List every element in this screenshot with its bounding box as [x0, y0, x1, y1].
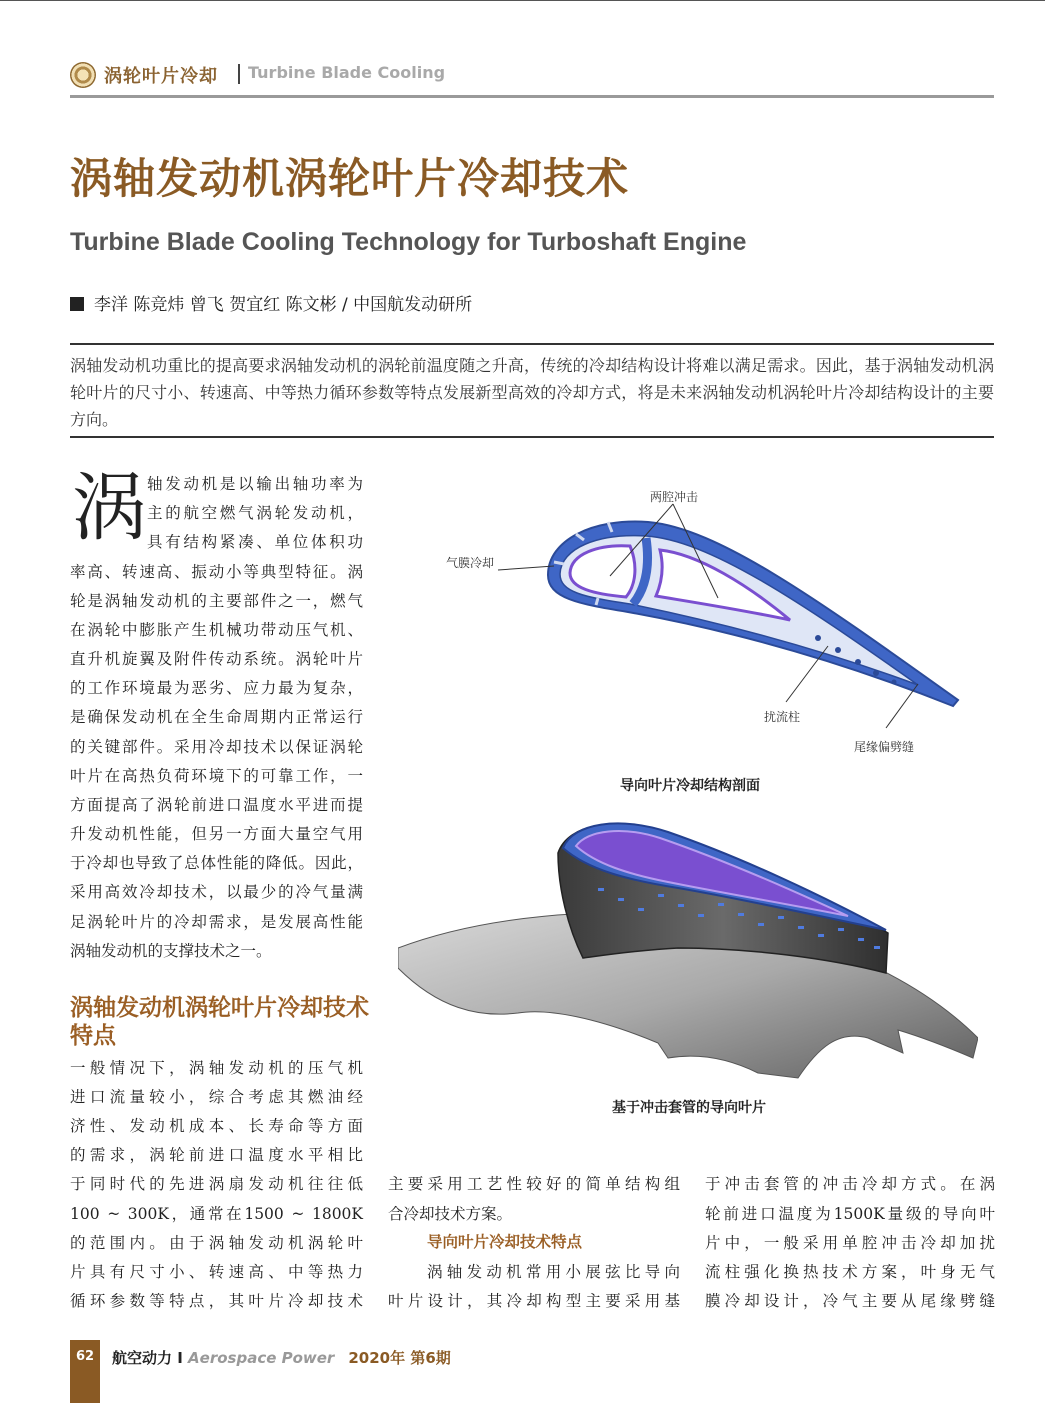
- section1-line: 于同时代的先进涡扇发动机往往低: [70, 1175, 363, 1193]
- intro-line: 采用高效冷却技术，以最少的冷气量满: [70, 883, 363, 901]
- footer-issue: 2020年 第6期: [348, 1349, 451, 1367]
- subsection-heading: 导向叶片冷却技术特点: [427, 1232, 583, 1251]
- intro-line: 具有结构紧凑、单位体积功: [147, 533, 363, 551]
- article-title-cn: 涡轴发动机涡轮叶片冷却技术: [70, 154, 630, 203]
- col2-line: 合冷却技术方案。: [388, 1205, 513, 1223]
- abstract-rule-bottom: [70, 436, 994, 438]
- label-trailing-slot: 尾缘偏劈缝: [854, 740, 915, 754]
- section1-line: 一般情况下，涡轴发动机的压气机: [70, 1059, 363, 1077]
- intro-line: 方面提高了涡轮前进口温度水平进而提: [70, 796, 363, 814]
- label-film-cooling: 气膜冷却: [446, 556, 495, 570]
- intro-line: 轴发动机是以输出轴功率为: [147, 475, 363, 493]
- section1-line: 的需求，涡轮前进口温度水平相比: [70, 1146, 363, 1164]
- col3-line: 流柱强化换热技术方案，叶身无气: [705, 1263, 995, 1281]
- col3-line: 于冲击套管的冲击冷却方式。在涡: [705, 1175, 995, 1193]
- author-names: 李洋 陈竞炜 曾飞 贺宜红 陈文彬 / 中国航发动研所: [94, 295, 473, 315]
- author-line: [70, 290, 472, 315]
- label-pin-fin: 扰流柱: [764, 710, 801, 724]
- blade-section-diagram: [398, 470, 978, 770]
- abstract: 涡轴发动机功重比的提高要求涡轴发动机的涡轮前温度随之升高，传统的冷却结构设计将难以满足需求。因此，基于涡轴发动机涡轮叶片的尺寸小、转速高、中等热力循环参数等特点发展新型高效的冷却方式，将是未来涡轴发动机涡轮叶片冷却结构设计的主要方向。: [70, 356, 994, 429]
- bullet-square-icon: [70, 297, 84, 311]
- journal-logo-icon: [70, 62, 96, 88]
- intro-line: 涡轴发动机的支撑技术之一。: [70, 942, 272, 960]
- header-separator: [238, 64, 240, 84]
- intro-line: 轮是涡轴发动机的主要部件之一，燃气: [70, 592, 363, 610]
- col3-line: 膜冷却设计，冷气主要从尾缘劈缝: [705, 1292, 995, 1310]
- col2-line: 主要采用工艺性较好的简单结构组: [388, 1175, 680, 1193]
- intro-line: 主的航空燃气涡轮发动机，: [147, 504, 363, 522]
- drop-cap: 涡: [72, 465, 146, 551]
- label-two-cavity: 两腔冲击: [650, 490, 699, 504]
- intro-line: 是确保发动机在全生命周期内正常运行: [70, 708, 363, 726]
- intro-line: 的关键部件。采用冷却技术以保证涡轮: [70, 738, 363, 756]
- intro-line: 于冷却也导致了总体性能的降低。因此，: [70, 854, 363, 872]
- intro-line: 率高、转速高、振动小等典型特征。涡: [70, 563, 363, 581]
- intro-line: 在涡轮中膨胀产生机械功带动压气机、: [70, 621, 363, 639]
- header-section-cn: 涡轮叶片冷却: [104, 66, 218, 87]
- intro-line: 升发动机性能，但另一方面大量空气用: [70, 825, 363, 843]
- abstract-rule-top: [70, 343, 994, 345]
- section1-line: 片具有尺寸小、转速高、中等热力: [70, 1263, 363, 1281]
- intro-line: 直升机旋翼及附件传动系统。涡轮叶片: [70, 650, 363, 668]
- article-title-en: Turbine Blade Cooling Technology for Turboshaft Engine: [70, 228, 747, 256]
- col3-line: 片中，一般采用单腔冲击冷却加扰: [705, 1234, 995, 1252]
- section1-line: 的范围内。由于涡轴发动机涡轮叶: [70, 1234, 363, 1252]
- section-heading: 涡轴发动机涡轮叶片冷却技术特点: [70, 995, 369, 1049]
- top-border-line: [0, 0, 1045, 1]
- figure1-caption: 导向叶片冷却结构剖面: [620, 778, 760, 794]
- header-rule: [70, 95, 994, 98]
- col2-line: 叶片设计，其冷却构型主要采用基: [388, 1292, 680, 1310]
- intro-line: 足涡轮叶片的冷却需求，是发展高性能: [70, 913, 363, 931]
- footer-journal: 航空动力 I Aerospace Power 2020年 第6期: [112, 1349, 451, 1367]
- header-section-en: Turbine Blade Cooling: [248, 63, 446, 82]
- section1-line: 100 ~ 300K，通常在1500 ~ 1800K: [70, 1205, 363, 1223]
- running-header: [70, 58, 994, 94]
- intro-line: 的工作环境最为恶劣、应力最为复杂，: [70, 679, 363, 697]
- vane-3d-render: [398, 808, 978, 1093]
- section1-line: 循环参数等特点，其叶片冷却技术: [70, 1292, 363, 1310]
- intro-line: 叶片在高热负荷环境下的可靠工作，一: [70, 767, 363, 785]
- section1-line: 济性、发动机成本、长寿命等方面: [70, 1117, 363, 1135]
- footer-magazine-en: Aerospace Power: [188, 1349, 335, 1367]
- col2-line: 涡轴发动机常用小展弦比导向: [427, 1263, 680, 1281]
- figure-vane-3d: [398, 808, 978, 1093]
- col3-line: 轮前进口温度为1500K量级的导向叶: [705, 1205, 995, 1223]
- figure2-caption: 基于冲击套管的导向叶片: [612, 1100, 766, 1116]
- footer-magazine-cn: 航空动力: [112, 1349, 173, 1367]
- section1-line: 进口流量较小，综合考虑其燃油经: [70, 1088, 363, 1106]
- figure-blade-cross-section: [398, 470, 978, 770]
- page-number: 62: [75, 1349, 95, 1364]
